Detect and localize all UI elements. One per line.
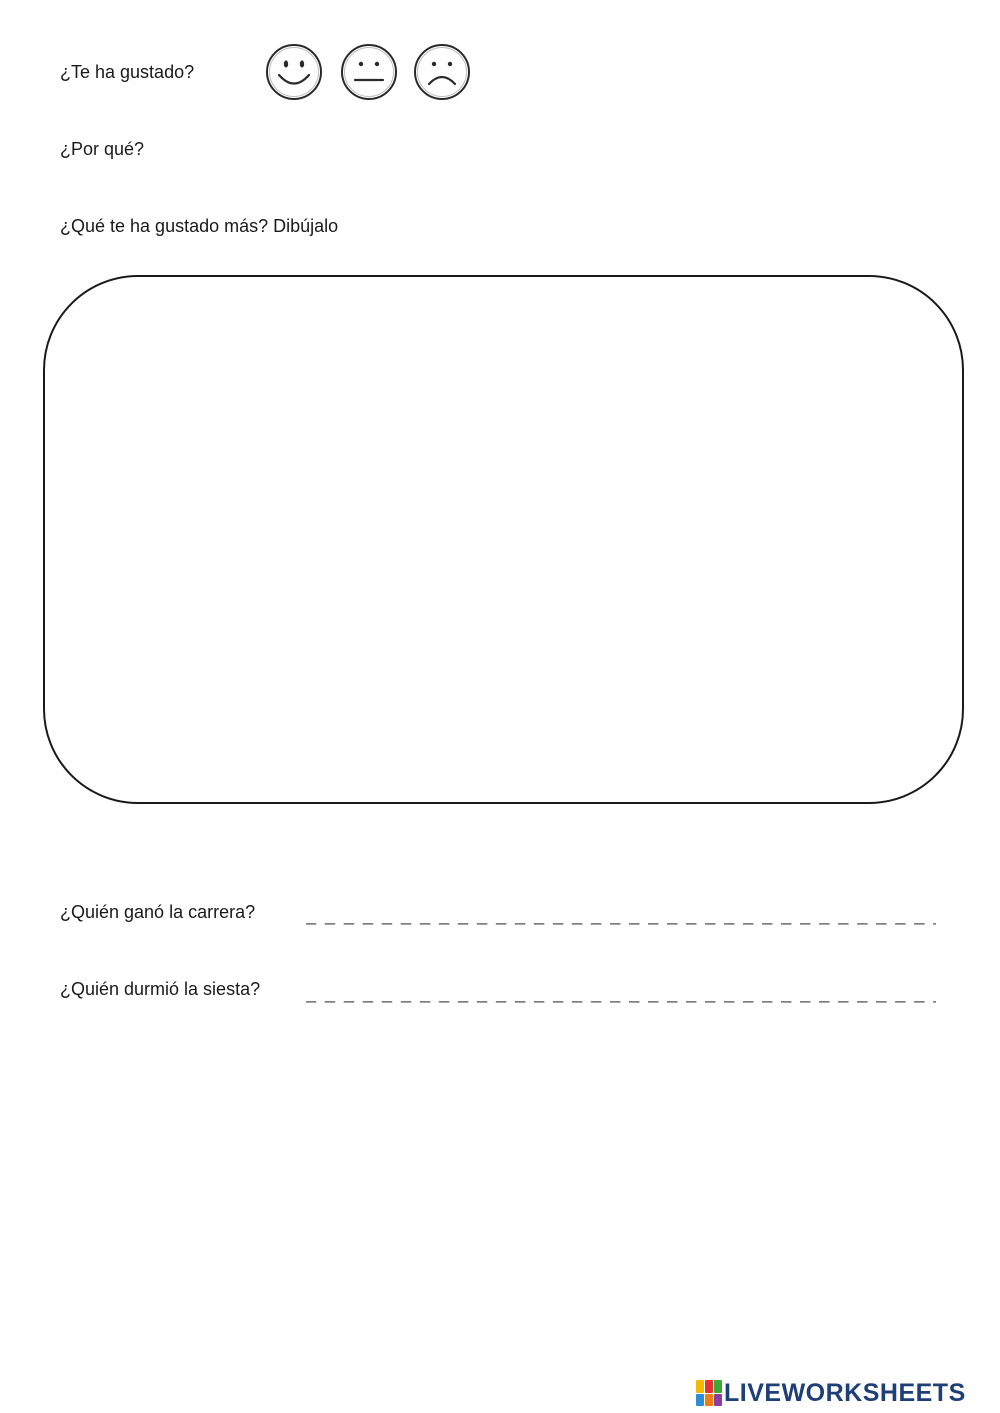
logo-square [705,1380,713,1393]
sad-face-icon[interactable] [412,42,472,102]
logo-square [714,1394,722,1407]
race-winner-answer-field[interactable] [306,905,936,925]
question-liked: ¿Te ha gustado? [60,62,195,82]
brand-text: LIVEWORKSHEETS [724,1378,966,1407]
liveworksheets-brand [696,1378,966,1408]
question-why: ¿Por qué? [60,139,145,159]
logo-square [696,1380,704,1393]
logo-square [714,1380,722,1393]
question-favorite: ¿Qué te ha gustado más? Dibújalo [60,216,339,236]
drawing-area[interactable] [43,275,964,804]
nap-answer-field[interactable] [306,983,936,1003]
happy-face-icon[interactable] [264,42,324,102]
logo-square [705,1394,713,1407]
logo-square [696,1394,704,1407]
question-nap: ¿Quién durmió la siesta? [60,979,261,999]
face-rating-group [264,42,474,104]
neutral-face-icon[interactable] [339,42,399,102]
question-race-winner: ¿Quién ganó la carrera? [60,902,256,922]
liveworksheets-logo-icon [696,1380,722,1406]
